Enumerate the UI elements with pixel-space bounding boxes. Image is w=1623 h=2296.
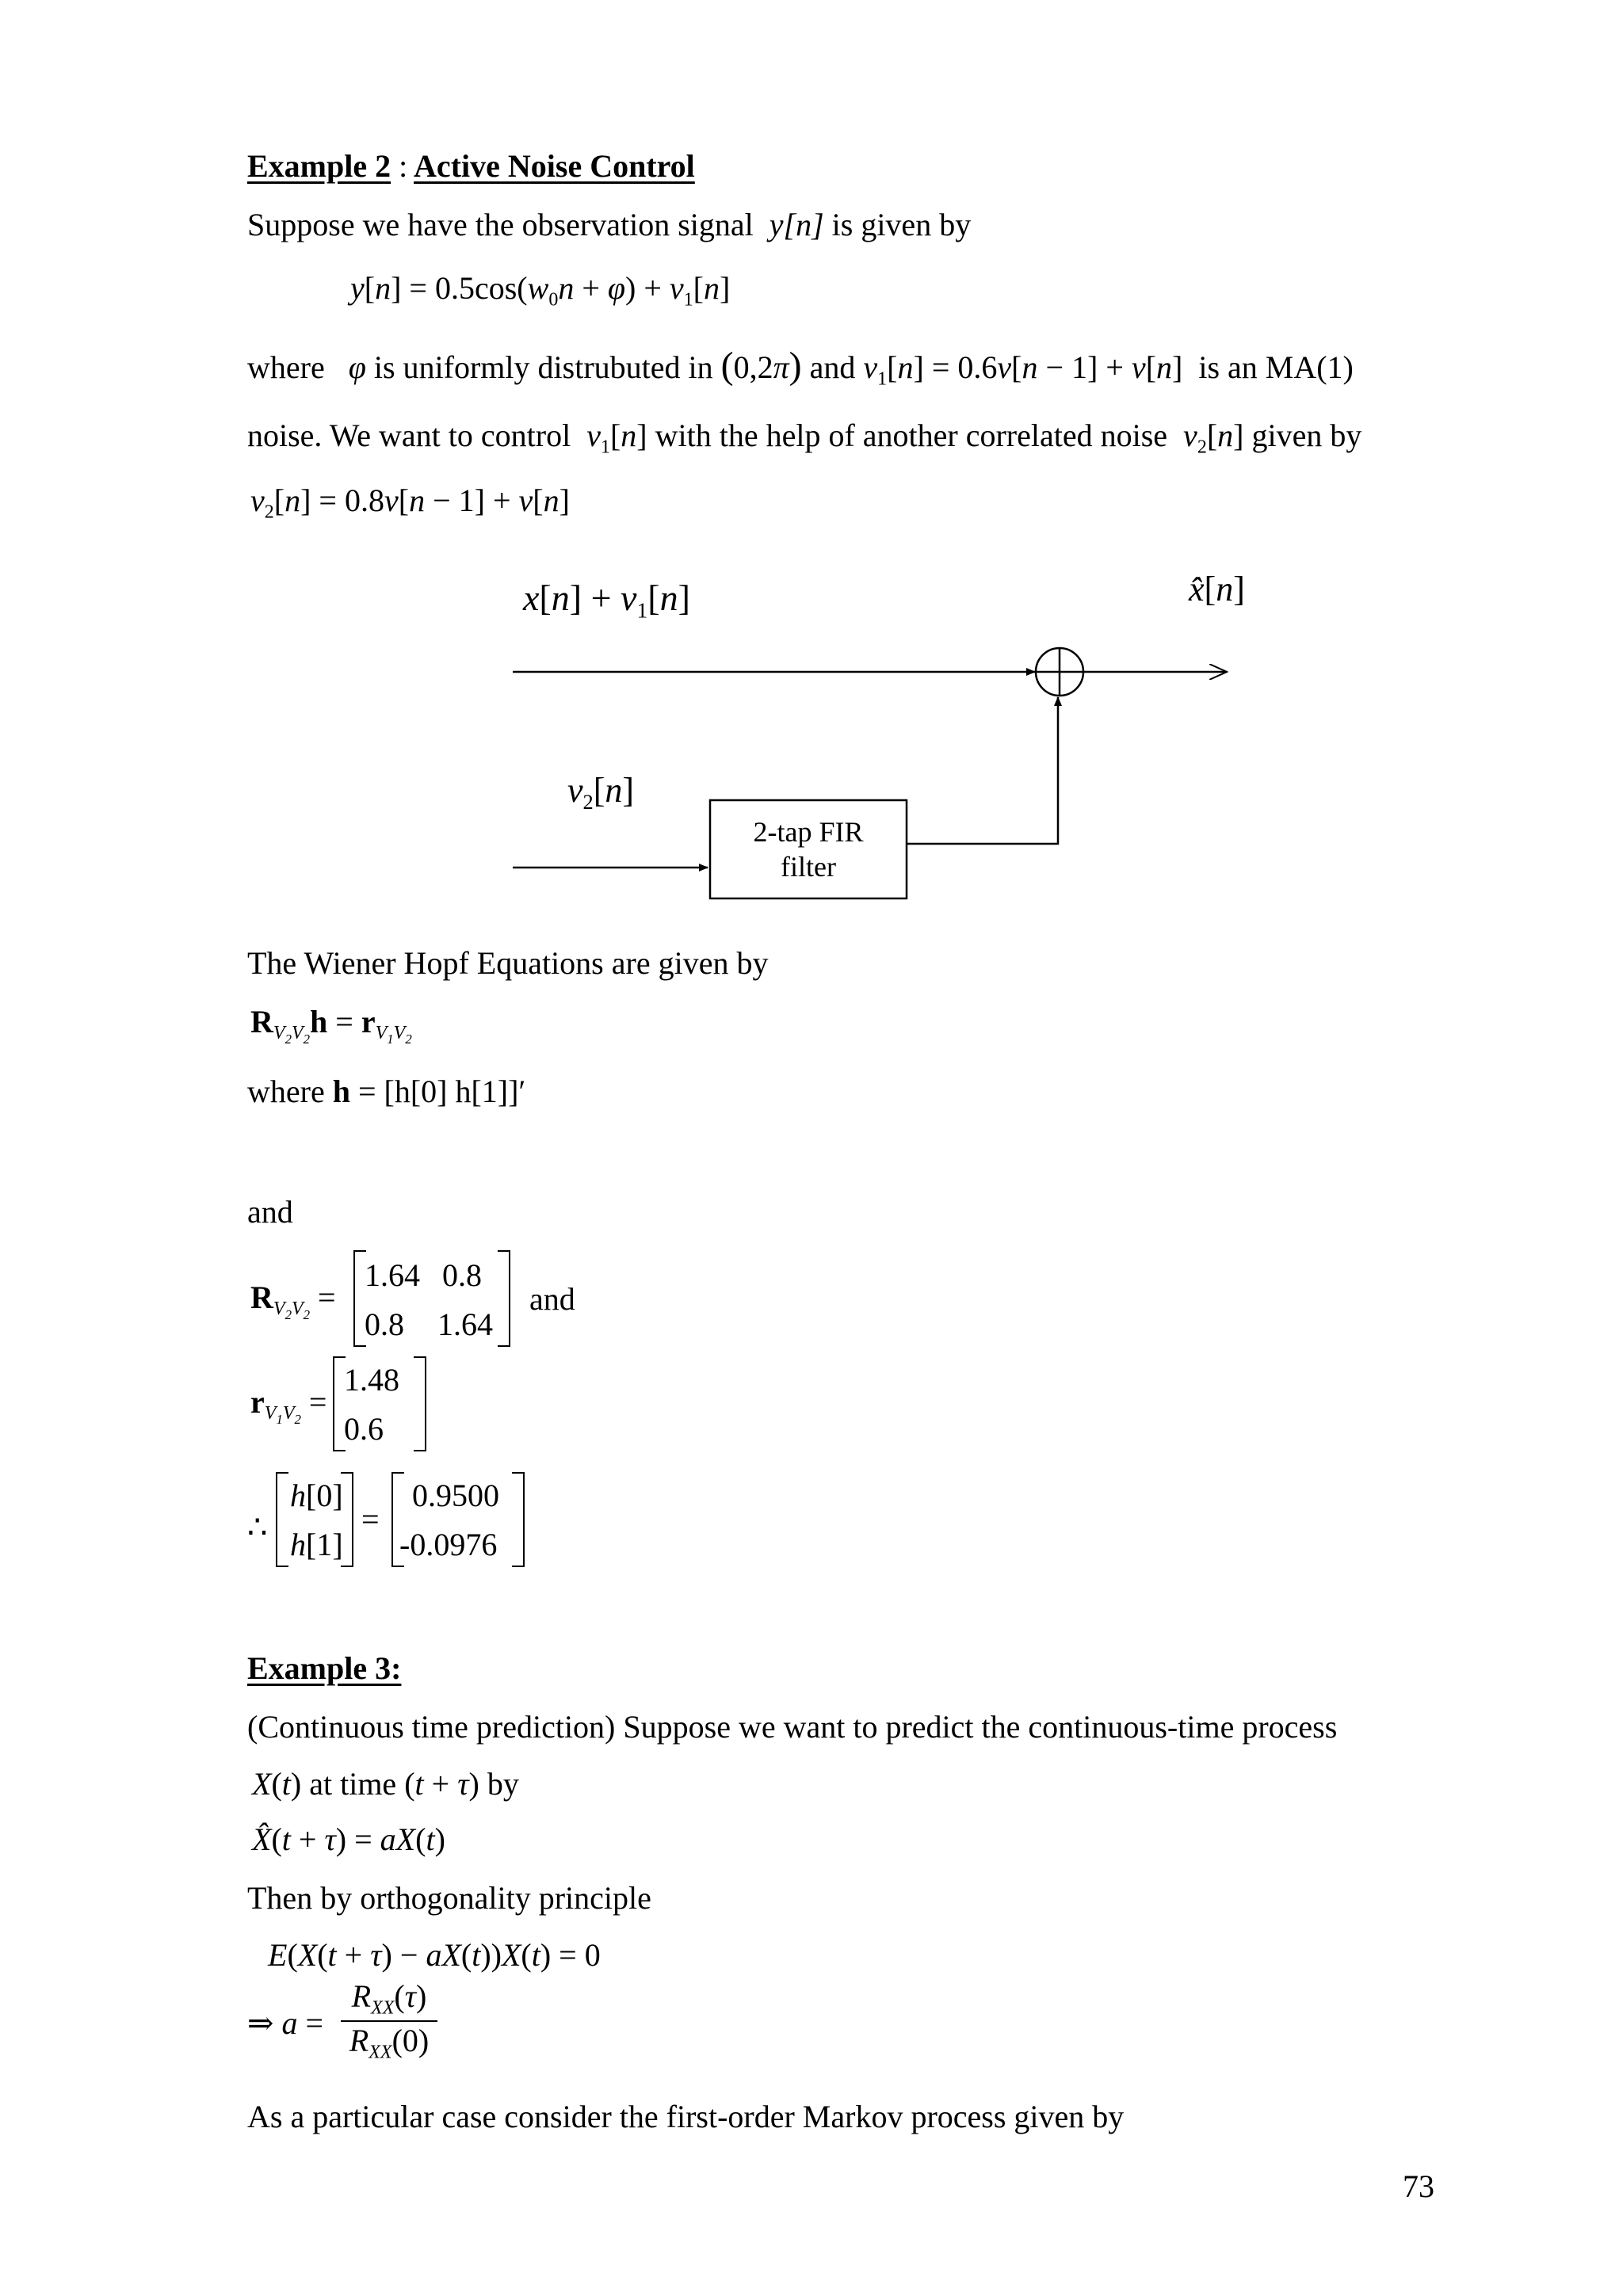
a-fraction: $R_{XX}(\tau)$ $R_{XX}(0)$ bbox=[341, 1981, 437, 2062]
R-22: 1.64 bbox=[437, 1306, 493, 1342]
diagram-noise-label: $v_2[n]$ bbox=[567, 771, 635, 814]
intro-tail: is given by bbox=[831, 207, 972, 242]
h-definition: where h = [h[0] h[1]]′ bbox=[247, 1074, 526, 1109]
R-21: 0.8 bbox=[365, 1306, 404, 1342]
ortho-equation: E(X(t + τ) − aX(t))X(t) = 0 bbox=[268, 1937, 601, 1973]
intro-text: Suppose we have the observation signal bbox=[247, 207, 754, 242]
r-vector-right-bracket bbox=[414, 1356, 426, 1451]
R-11: 1.64 bbox=[365, 1257, 420, 1293]
and-after-R: and bbox=[529, 1281, 575, 1317]
sol-right-bracket bbox=[512, 1472, 525, 1567]
r-1: 1.48 bbox=[344, 1362, 399, 1398]
R-matrix-label: $R_{V_2V_2}$ = bbox=[250, 1280, 336, 1323]
wiener-equation: $R_{V_2V_2}h = r_{V_1V_2}$ bbox=[250, 1004, 412, 1047]
example3-heading: Example 3: bbox=[247, 1650, 402, 1686]
diagram-input-label: $x[n] + v_1[n]$ bbox=[523, 578, 690, 623]
therefore-symbol: ∴ bbox=[247, 1509, 268, 1545]
ortho-line: Then by orthogonality principle bbox=[247, 1880, 651, 1916]
summer-junction bbox=[1036, 648, 1083, 696]
h0: h[0] bbox=[290, 1478, 343, 1513]
wiener-intro: The Wiener Hopf Equations are given by bbox=[247, 945, 769, 981]
r-2: 0.6 bbox=[344, 1411, 384, 1447]
h1: h[1] bbox=[290, 1527, 343, 1562]
sol-1: 0.9500 bbox=[412, 1478, 499, 1513]
example2-colon: : bbox=[399, 148, 408, 184]
page-number: 73 bbox=[1403, 2168, 1434, 2204]
math-y-n: y[n] bbox=[769, 207, 824, 242]
implies-a: ⇒ a = bbox=[247, 2005, 324, 2041]
diagram-output-label: x̂[n] bbox=[1189, 570, 1245, 608]
particular-case-line: As a particular case consider the first-order Markov process given by bbox=[247, 2099, 1125, 2134]
fir-filter-label bbox=[710, 814, 907, 884]
filter-output-line bbox=[907, 697, 1058, 844]
sol-2: -0.0976 bbox=[399, 1527, 498, 1562]
equation-v2: $v_2[n] = 0.8v[n - 1] + v[n]$ bbox=[250, 482, 570, 523]
R-12: 0.8 bbox=[442, 1257, 482, 1293]
R-matrix-right-bracket bbox=[498, 1250, 510, 1347]
example3-intro: (Continuous time prediction) Suppose we want to predict the continuous-time process bbox=[247, 1709, 1338, 1745]
filter-label-line2: filter bbox=[781, 851, 836, 883]
equation-y: $y[n] = 0.5\cos(w_0n + \varphi) + v_1[n]$ bbox=[350, 270, 731, 311]
equals-sign: = bbox=[361, 1501, 380, 1537]
at-time-line: X(t) at time (t + τ) by bbox=[252, 1766, 519, 1802]
noise-line: noise. We want to control $v_1[n]$ with the help of another correlated noise $v_2[n]$ given by bbox=[247, 418, 1362, 458]
filter-label-line1: 2-tap FIR bbox=[753, 816, 864, 848]
prediction-equation: X̂(t + τ) = aX(t) bbox=[252, 1821, 445, 1857]
r-vector-label: $r_{V_1V_2}$ = bbox=[250, 1384, 327, 1428]
h-vector-left-bracket bbox=[276, 1472, 288, 1567]
example2-title: Active Noise Control bbox=[414, 148, 695, 184]
where-line: where φ is uniformly distrubuted in (0,2π) and $v_1[n] = 0.6v[n - 1] + v[n]$ is an MA(1) bbox=[247, 345, 1354, 390]
and-line: and bbox=[247, 1194, 293, 1230]
example2-label: Example 2 bbox=[247, 148, 391, 184]
